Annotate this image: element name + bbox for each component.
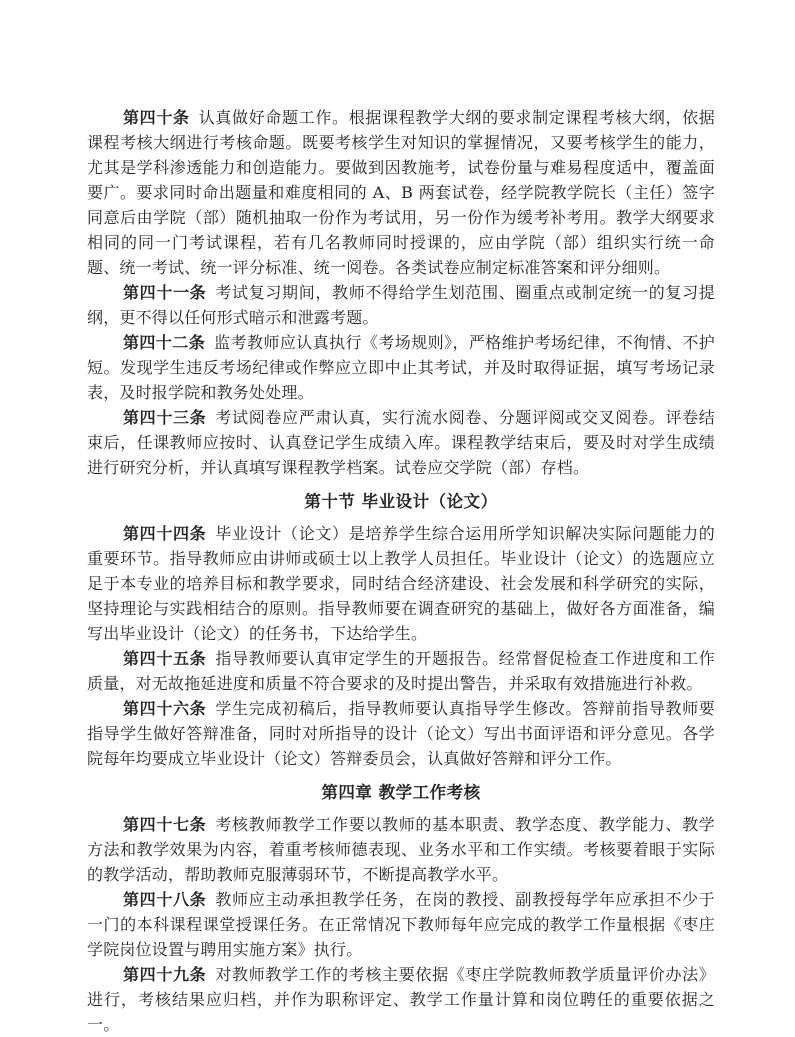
- article-text: 学生完成初稿后，指导教师要认真指导学生修改。答辩前指导教师要指导学生做好答辩准备，同时对所指导的设计（论文）写出书面评语和评分意见。各学院每年均要成立毕业设计（论文）答辩委员会，认真做好答辩和评分工作。: [87, 699, 715, 768]
- article-text: 对教师教学工作的考核主要依据《枣庄学院教师教学质量评价办法》进行，考核结果应归档，并作为职称评定、教学工作量计算和岗位聘任的重要依据之一。: [87, 965, 715, 1034]
- article-paragraph: [87, 521, 715, 646]
- article-paragraph: [87, 962, 715, 1037]
- article-number: 第四十四条: [123, 524, 207, 543]
- article-number: 第四十条: [123, 108, 190, 127]
- article-number: 第四十九条: [123, 965, 207, 984]
- article-text: 教师应主动承担教学任务，在岗的教授、副教授每学年应承担不少于一门的本科课程课堂授课任务。在正常情况下教师每年应完成的教学工作量根据《枣庄学院岗位设置与聘用实施方案》执行。: [87, 890, 715, 959]
- article-number: 第四十五条: [123, 649, 207, 668]
- article-text: 考试阅卷应严肃认真，实行流水阅卷、分题评阅或交叉阅卷。评卷结束后，任课教师应按时、认真登记学生成绩入库。课程教学结束后，要及时对学生成绩进行研究分析，并认真填写课程教学档案。试卷应交学院（部）存档。: [87, 408, 715, 477]
- article-paragraph: [87, 646, 715, 696]
- article-paragraph: [87, 280, 715, 330]
- chapter-heading: 第四章 教学工作考核: [321, 783, 481, 802]
- article-text: 考试复习期间，教师不得给学生划范围、圈重点或制定统一的复习提纲，更不得以任何形式暗示和泄露考题。: [87, 283, 715, 327]
- article-paragraph: [87, 330, 715, 405]
- article-number: 第四十六条: [123, 699, 207, 718]
- article-paragraph: [87, 812, 715, 887]
- article-text: 监考教师应认真执行《考场规则》，严格维护考场纪律，不徇情、不护短。发现学生违反考场纪律或作弊应立即中止其考试，并及时取得证据，填写考场记录表，及时报学院和教务处处理。: [87, 333, 715, 402]
- article-paragraph: [87, 105, 715, 280]
- article-paragraph: [87, 696, 715, 771]
- article-text: 毕业设计（论文）是培养学生综合运用所学知识解决实际问题能力的重要环节。指导教师应由讲师或硕士以上教学人员担任。毕业设计（论文）的选题应立足于本专业的培养目标和教学要求，同时结合经济建设、社会发展和科学研究的实际，坚持理论与实践相结合的原则。指导教师要在调查研究的基础上，做好各方面准备，编写出毕业设计（论文）的任务书，下达给学生。: [87, 524, 715, 643]
- article-number: 第四十七条: [123, 815, 207, 834]
- article-number: 第四十二条: [123, 333, 206, 352]
- section-heading: 第十节 毕业设计（论文）: [304, 492, 498, 511]
- article-text: 认真做好命题工作。根据课程教学大纲的要求制定课程考核大纲，依据课程考核大纲进行考核命题。既要考核学生对知识的掌握情况，又要考核学生的能力，尤其是学科渗透能力和创造能力。要做到因教施考，试卷份量与难易程度适中，覆盖面要广。要求同时命出题量和难度相同的 A、B 两套试卷，经学院教学院长（主任）签字同意后由学院（部）随机抽取一份作为考试用，另一份作为缓考补考用。教学大纲要求相同的同一门考试课程，若有几名教师同时授课的，应由学院（部）组织实行统一命题、统一考试、统一评分标准、统一阅卷。各类试卷应制定标准答案和评分细则。: [87, 108, 715, 277]
- article-number: 第四十三条: [123, 408, 207, 427]
- article-paragraph: [87, 405, 715, 480]
- article-number: 第四十一条: [123, 283, 207, 302]
- article-text: 考核教师教学工作要以教师的基本职责、教学态度、教学能力、教学方法和教学效果为内容，着重考核师德表现、业务水平和工作实绩。考核要着眼于实际的教学活动，帮助教师克服薄弱环节，不断提高教学水平。: [87, 815, 715, 884]
- article-text: 指导教师要认真审定学生的开题报告。经常督促检查工作进度和工作质量，对无故拖延进度和质量不符合要求的及时提出警告，并采取有效措施进行补救。: [87, 649, 715, 693]
- article-number: 第四十八条: [123, 890, 207, 909]
- article-paragraph: [87, 887, 715, 962]
